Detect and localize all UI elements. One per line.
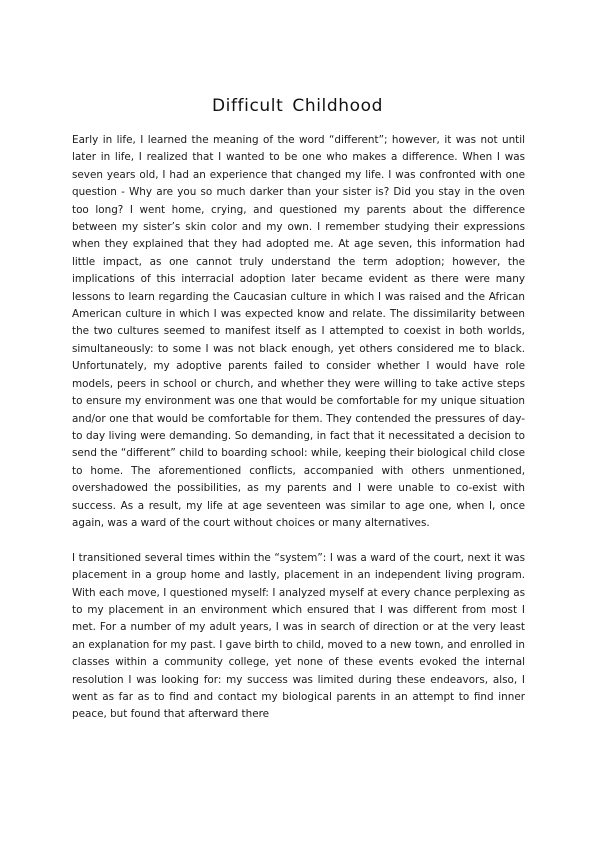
body-paragraph-2: I transitioned several times within the “system”: I was a ward of the court, next it was placement in a group home and lastly, placement in an independent living program. With each move, I questioned myself: I analyzed myself at every chance perplexing as to my placement in an environment which ensured that I was different from most I met. For a number of my adult years, I was in search of direction or at the very least an explanation for my past. I gave birth to child, moved to a new town, and enrolled in classes within a community college, yet none of these events evoked the internal resolution I was looking for: my success was limited during these endeavors, also, I went as far as to find and contact my biological parents in an attempt to find inner peace, but found that afterward there [72, 551, 525, 721]
document-body [72, 132, 525, 724]
document-title: Difficult Childhood [211, 96, 384, 116]
body-paragraph-1: Early in life, I learned the meaning of the word “different”; however, it was not until later in life, I realized that I wanted to be one who makes a difference. When I was seven years old, I had an experience that changed my life. I was confronted with one question - Why are you so much darker than your sister is? Did you stay in the oven too long? I went home, crying, and questioned my parents about the difference between my sister’s skin color and my own. I remember studying their expressions when they explained that they had adopted me. At age seven, this information had little impact, as one cannot truly understand the term adoption; however, the implications of this interracial adoption later became evident as there were many lessons to learn regarding the Caucasian culture in which I was raised and the African American culture in which I was expected know and relate. The dissimilarity between the two cultures seemed to manifest itself as I attempted to coexist in both worlds, simultaneously: to some I was not black enough, yet others considered me to black. Unfortunately, my adoptive parents failed to consider whether I would have role models, peers in school or church, and whether they were willing to take active steps to ensure my environment was one that would be comfortable for my unique situation and/or one that would be comfortable for them. They contended the pressures of day-to day living were demanding. So demanding, in fact that it necessitated a decision to send the “different” child to boarding school: while, keeping their biological child close to home. The aforementioned conflicts, accompanied with others unmentioned, overshadowed the possibilities, as my parents and I were unable to co-exist with success. As a result, my life at age seventeen was similar to age one, when I, once again, was a ward of the court without choices or many alternatives. [72, 134, 525, 529]
